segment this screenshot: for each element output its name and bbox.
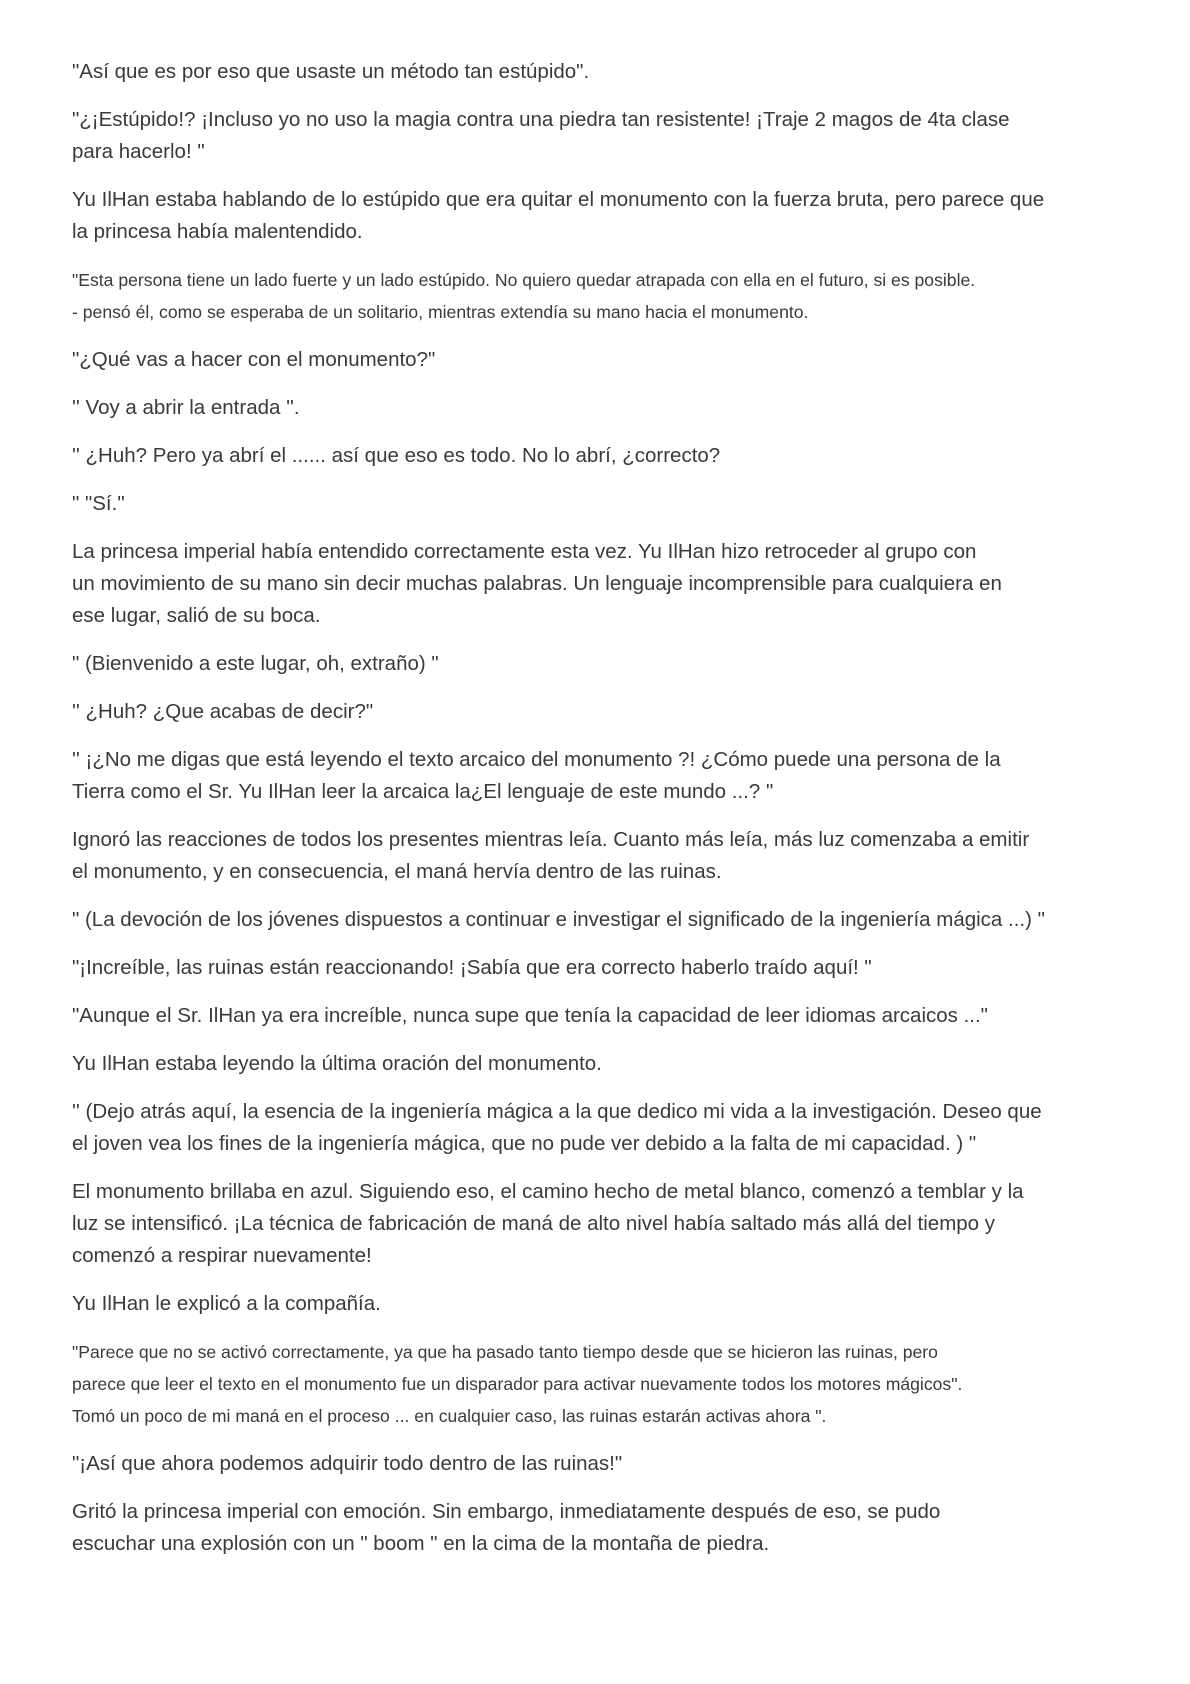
text-line: el monumento, y en consecuencia, el maná hervía dentro de las ruinas. (72, 860, 722, 883)
paragraph (72, 488, 1122, 520)
paragraph (72, 1000, 1122, 1032)
text-line: Tomó un poco de mi maná en el proceso ... en cualquier caso, las ruinas estarán activas ahora ". (72, 1406, 827, 1426)
text-line: "¡Increíble, las ruinas están reaccionando! ¡Sabía que era correcto haberlo traído aquí! " (72, 956, 872, 979)
text-line: " (La devoción de los jóvenes dispuestos a continuar e investigar el significado de la ingeniería mágica ...) " (72, 908, 1045, 931)
text-line: La princesa imperial había entendido correctamente esta vez. Yu IlHan hizo retroceder al grupo con (72, 540, 977, 563)
text-line: '' (Dejo atrás aquí, la esencia de la ingeniería mágica a la que dedico mi vida a la investigación. Deseo que (72, 1100, 1042, 1123)
text-line: "Esta persona tiene un lado fuerte y un lado estúpido. No quiero quedar atrapada con ella en el futuro, si es posible. (72, 270, 976, 290)
document-page (72, 56, 1122, 1576)
paragraph (72, 1096, 1122, 1160)
paragraph (72, 1336, 1122, 1432)
text-line: comenzó a respirar nuevamente! (72, 1244, 372, 1267)
text-line: "Parece que no se activó correctamente, ya que ha pasado tanto tiempo desde que se hicieron las ruinas, pero (72, 1342, 938, 1362)
paragraph (72, 56, 1122, 88)
paragraph (72, 648, 1122, 680)
paragraph (72, 1176, 1122, 1272)
text-line: Yu IlHan estaba leyendo la última oración del monumento. (72, 1052, 602, 1075)
text-line: '' ¿Huh? ¿Que acabas de decir?" (72, 700, 374, 723)
text-line: " (Bienvenido a este lugar, oh, extraño) " (72, 652, 439, 675)
paragraph (72, 392, 1122, 424)
text-line: Gritó la princesa imperial con emoción. Sin embargo, inmediatamente después de eso, se pudo (72, 1500, 941, 1523)
paragraph (72, 952, 1122, 984)
text-line: "¿¡Estúpido!? ¡Incluso yo no uso la magia contra una piedra tan resistente! ¡Traje 2 magos de 4ta clase (72, 108, 1010, 131)
paragraph (72, 904, 1122, 936)
text-line: " "Sí." (72, 492, 125, 515)
paragraph (72, 696, 1122, 728)
text-line: "Aunque el Sr. IlHan ya era increíble, nunca supe que tenía la capacidad de leer idiomas arcaicos ..." (72, 1004, 988, 1027)
text-line: - pensó él, como se esperaba de un solitario, mientras extendía su mano hacia el monumento. (72, 302, 809, 322)
text-line: la princesa había malentendido. (72, 220, 363, 243)
text-line: El monumento brillaba en azul. Siguiendo eso, el camino hecho de metal blanco, comenzó a temblar y la (72, 1180, 1024, 1203)
text-line: Yu IlHan estaba hablando de lo estúpido que era quitar el monumento con la fuerza bruta, pero parece que (72, 188, 1045, 211)
text-line: luz se intensificó. ¡La técnica de fabricación de maná de alto nivel había saltado más allá del tiempo y (72, 1212, 996, 1235)
paragraph (72, 824, 1122, 888)
text-line: el joven vea los fines de la ingeniería mágica, que no pude ver debido a la falta de mi capacidad. ) " (72, 1132, 977, 1155)
paragraph (72, 344, 1122, 376)
text-line: ese lugar, salió de su boca. (72, 604, 321, 627)
text-line: para hacerlo! " (72, 140, 205, 163)
text-line: Yu IlHan le explicó a la compañía. (72, 1292, 381, 1315)
text-line: escuchar una explosión con un " boom " en la cima de la montaña de piedra. (72, 1532, 770, 1555)
text-line: '' ¿Huh? Pero ya abrí el ...... así que eso es todo. No lo abrí, ¿correcto? (72, 444, 721, 467)
text-line: parece que leer el texto en el monumento fue un disparador para activar nuevamente todos los motores mágicos". (72, 1374, 963, 1394)
paragraph (72, 1496, 1122, 1560)
paragraph (72, 264, 1122, 328)
text-line: '' ¡¿No me digas que está leyendo el texto arcaico del monumento ?! ¿Cómo puede una persona de la (72, 748, 1001, 771)
paragraph (72, 184, 1122, 248)
paragraph (72, 1048, 1122, 1080)
text-line: '' Voy a abrir la entrada ''. (72, 396, 300, 419)
paragraph (72, 536, 1122, 632)
paragraph (72, 1288, 1122, 1320)
text-line: Ignoró las reacciones de todos los presentes mientras leía. Cuanto más leía, más luz comenzaba a emitir (72, 828, 1030, 851)
text-line: un movimiento de su mano sin decir muchas palabras. Un lenguaje incomprensible para cualquiera en (72, 572, 1002, 595)
text-line: "Así que es por eso que usaste un método tan estúpido". (72, 60, 590, 83)
text-line: "¿Qué vas a hacer con el monumento?" (72, 348, 436, 371)
text-line: "¡Así que ahora podemos adquirir todo dentro de las ruinas!" (72, 1452, 623, 1475)
paragraph (72, 440, 1122, 472)
paragraph (72, 1448, 1122, 1480)
paragraph (72, 744, 1122, 808)
text-line: Tierra como el Sr. Yu IlHan leer la arcaica la¿El lenguaje de este mundo ...? " (72, 780, 774, 803)
paragraph (72, 104, 1122, 168)
